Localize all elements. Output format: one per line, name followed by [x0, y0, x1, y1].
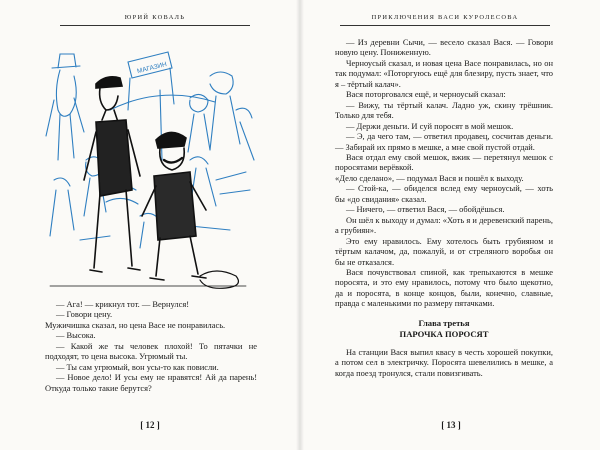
chapter-heading — [335, 318, 553, 340]
right-header-rule — [340, 25, 550, 26]
chapter-title: ПАРОЧКА ПОРОСЯТ — [399, 328, 489, 339]
right-page-text — [335, 37, 553, 378]
paragraph: Вася отдал ему свой мешок, вжик — перетянул мешок с поросятами верёвкой. — [335, 151, 553, 173]
paragraph: Вася поторговался ещё, и черноусый сказал: — [346, 89, 506, 100]
paragraph: Черноусый сказал, и новая цена Васе понравилась, но он так подумал: «Поторгуюсь ещё для блезиру, пусть знает, что я – тёртый калач». — [335, 57, 553, 89]
main-figures-sketch — [50, 77, 246, 288]
paragraph: Мужичишка сказал, но цена Васе не понравилась. — [45, 319, 226, 330]
market-illustration — [40, 40, 258, 292]
paragraph: — Ничего, — ответил Вася, — обойдёшься. — [346, 204, 505, 215]
right-running-head: ПРИКЛЮЧЕНИЯ ВАСИ КУРОЛЕСОВА — [371, 14, 519, 21]
book-gutter — [296, 0, 304, 450]
paragraph: — Вижу, ты тёртый калач. Ладно уж, скину трёшник. Только для тебя. — [335, 99, 553, 121]
paragraph: — Э, да чего там, — ответил продавец, сосчитав деньги. — Забирай их прямо в мешке, а мне свой пустой отдай. — [335, 131, 553, 152]
paragraph: — Держи деньги. И суй поросят в мой мешок. — [346, 120, 514, 131]
left-page-number: [ 12 ] — [140, 420, 160, 430]
left-page-text — [45, 299, 257, 393]
blue-crowd-sketch — [46, 52, 254, 248]
paragraph: — Стой-ка, — обиделся вслед ему черноусый, — хоть бы «до свидания» сказал. — [335, 183, 553, 204]
paragraph: На станции Вася выпил квасу в честь хорошей покупки, а потом сел в электричку. Поросята шевелились в мешке, а когда поезд тронулся, стали повизгивать. — [335, 346, 553, 378]
paragraph: Он шёл к выходу и думал: «Хоть я и деревенский парень, а грубиян». — [335, 214, 553, 236]
paragraph: — Ты сам угрюмый, вон усы-то как повисли. — [56, 361, 219, 372]
paragraph: Это ему нравилось. Ему хотелось быть грубияном и тёртым калачом, да, пожалуй, и от стреляного воробья он бы не отказался. — [335, 235, 553, 267]
chapter-number: Глава третья — [418, 317, 470, 328]
svg-text:МАГАЗИН: МАГАЗИН — [136, 61, 168, 76]
right-page-number: [ 13 ] — [441, 420, 461, 430]
paragraph: — Какой же ты человек плохой! То пятачки не подходят, то цена высока. Угрюмый ты. — [45, 340, 257, 362]
paragraph: — Из деревни Сычи, — весело сказал Вася. — Говори новую цену. Пониженную. — [335, 37, 553, 58]
paragraph: — Новое дело! И усы ему не нравятся! Ай да парень! Откуда только такие берутся? — [45, 372, 257, 393]
paragraph: — Ага! — крикнул тот. — Вернулся! — [56, 299, 190, 309]
paragraph: «Дело сделано», — подумал Вася и пошёл к выходу. — [335, 172, 524, 183]
paragraph: Вася почувствовал спиной, как трепыхаются в мешке поросята, и это ему нравилось, потому что было щекотно, да и поросята, в конце концов, были, конечно, славные, правда с маленькими по размеру пятачками. — [335, 266, 553, 309]
paragraph: — Высока. — [56, 330, 96, 341]
left-running-head: ЮРИЙ КОВАЛЬ — [124, 14, 186, 21]
left-header-rule — [60, 25, 250, 26]
paragraph: — Говори цену. — [56, 309, 113, 320]
